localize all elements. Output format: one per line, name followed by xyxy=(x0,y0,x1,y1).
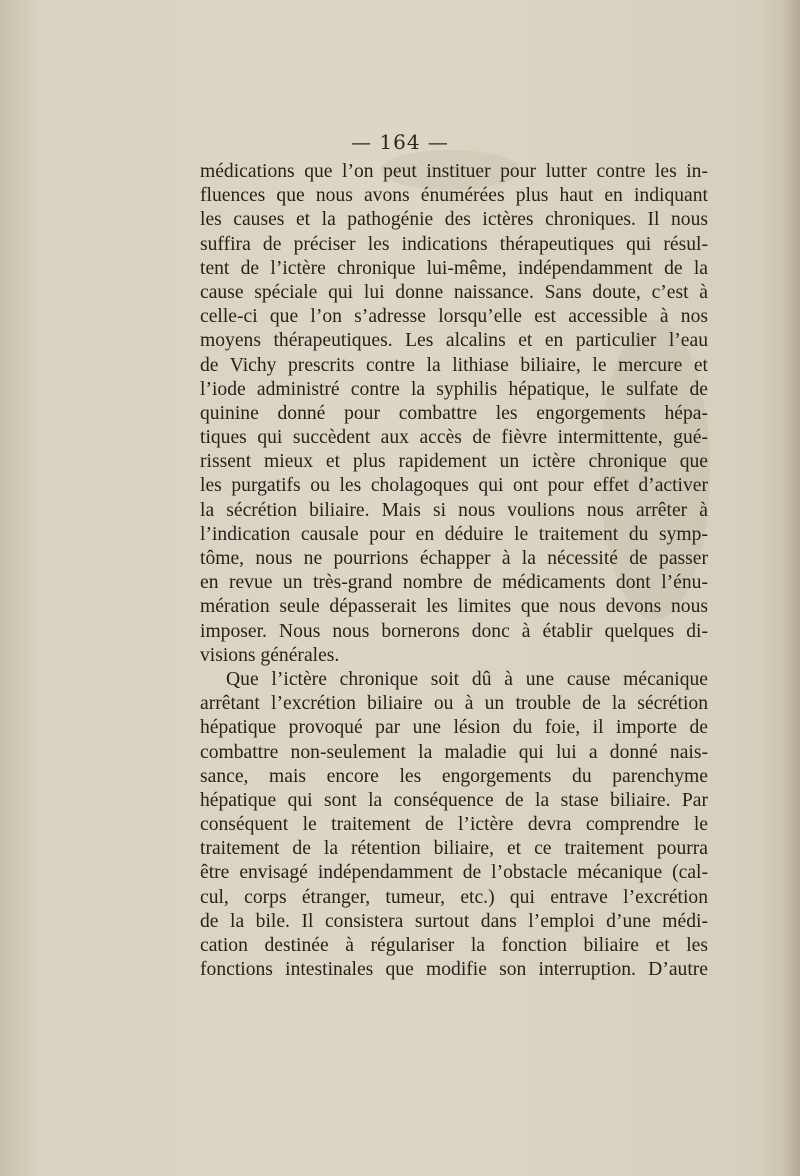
text-line: l’indication causale pour en déduire le traitement du symp- xyxy=(200,523,708,545)
text-line: cul, corps étranger, tumeur, etc.) qui entrave l’excrétion xyxy=(200,886,708,908)
text-line: tôme, nous ne pourrions échapper à la nécessité de passer xyxy=(200,548,708,569)
text-line: médications que l’on peut instituer pour lutter contre les in- xyxy=(200,161,708,182)
text-line: être envisagé indépendamment de l’obstacle mécanique (cal- xyxy=(200,862,708,884)
text-line: cation destinée à régulariser la fonction biliaire et les xyxy=(200,935,708,956)
text-line: traitement de la rétention biliaire, et ce traitement pourra xyxy=(200,838,708,860)
text-line: les purgatifs ou les cholagoques qui ont pour effet d’activer xyxy=(200,475,708,497)
text-line: quinine donné pour combattre les engorgements hépa- xyxy=(200,402,708,424)
text-line: de la bile. Il consistera surtout dans l’emploi d’une médi- xyxy=(200,910,708,932)
body-text xyxy=(200,160,708,982)
text-line: moyens thérapeutiques. Les alcalins et en particulier l’eau xyxy=(200,330,708,352)
text-line: conséquent le traitement de l’ictère devra comprendre le xyxy=(200,814,708,836)
text-line: visions générales. xyxy=(200,644,340,666)
paragraph xyxy=(200,160,708,668)
text-line: fluences que nous avons énumérées plus haut en indiquant xyxy=(200,185,708,207)
text-line: celle-ci que l’on s’adresse lorsqu’elle est accessible à nos xyxy=(200,306,708,328)
text-line: en revue un très-grand nombre de médicaments dont l’énu- xyxy=(200,572,708,594)
text-line: de Vichy prescrits contre la lithiase biliaire, le mercure et xyxy=(200,354,708,376)
text-line: tiques qui succèdent aux accès de fièvre intermittente, gué- xyxy=(200,427,708,449)
text-line: tent de l’ictère chronique lui-même, indépendamment de la xyxy=(200,257,708,279)
text-line: hépatique qui sont la conséquence de la stase biliaire. Par xyxy=(200,789,708,811)
text-line: imposer. Nous nous bornerons donc à établir quelques di- xyxy=(200,620,708,642)
text-line: hépatique provoqué par une lésion du foie, il importe de xyxy=(200,717,708,739)
text-line: Que l’ictère chronique soit dû à une cause mécanique xyxy=(226,668,708,690)
page-edge-shadow xyxy=(782,0,800,1176)
text-line: fonctions intestinales que modifie son interruption. D’autre xyxy=(200,959,708,981)
text-line: cause spéciale qui lui donne naissance. Sans doute, c’est à xyxy=(200,281,708,303)
text-line: sance, mais encore les engorgements du parenchyme xyxy=(200,765,708,787)
text-line: la sécrétion biliaire. Mais si nous voulions nous arrêter à xyxy=(200,499,708,521)
paragraph xyxy=(200,668,708,982)
text-line: les causes et la pathogénie des ictères chroniques. Il nous xyxy=(200,209,708,231)
text-line: l’iode administré contre la syphilis hépatique, le sulfate de xyxy=(200,378,708,400)
text-line: combattre non-seulement la maladie qui lui a donné nais- xyxy=(200,741,708,763)
text-line: rissent mieux et plus rapidement un ictère chronique que xyxy=(200,451,708,473)
text-line: arrêtant l’excrétion biliaire ou à un trouble de la sécrétion xyxy=(200,693,708,715)
text-line: mération seule dépasserait les limites que nous devons nous xyxy=(200,596,708,618)
page-number: — 164 — xyxy=(351,130,449,154)
text-line: suffira de préciser les indications thérapeutiques qui résul- xyxy=(200,233,708,255)
